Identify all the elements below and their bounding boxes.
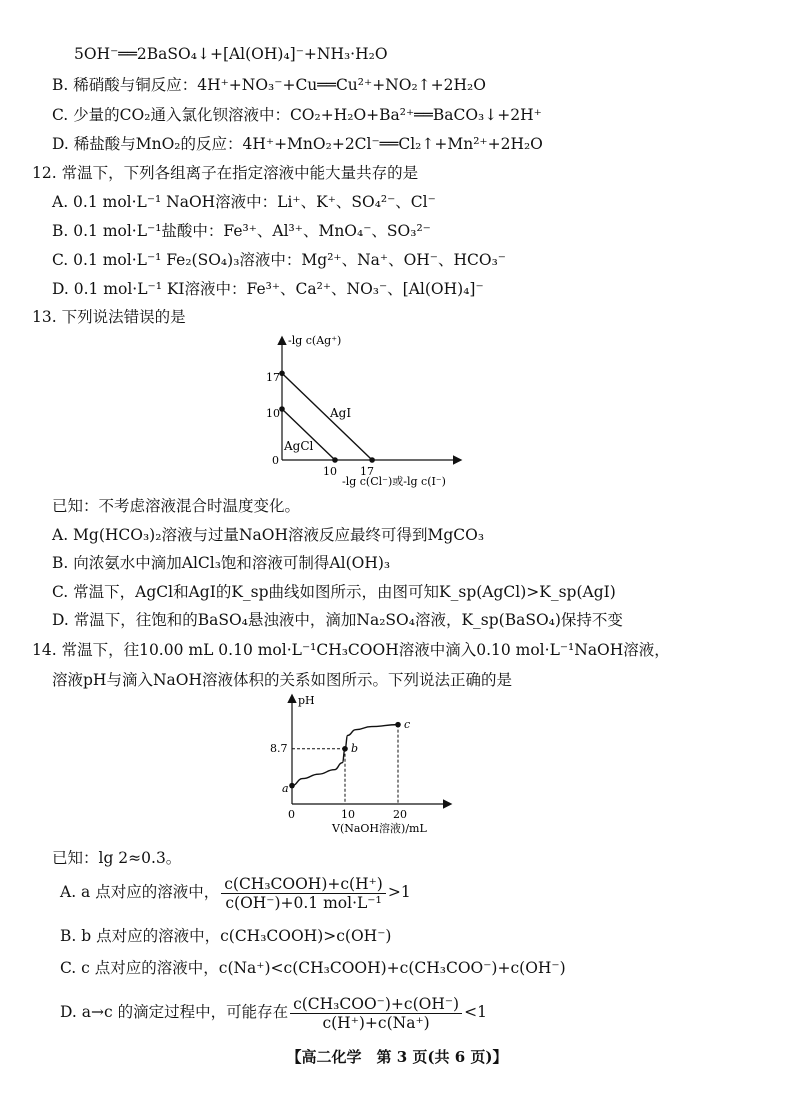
ph-x-label: V(NaOH溶液)/mL xyxy=(332,822,427,835)
page-footer: 【高二化学 第 3 页(共 6 页)】 xyxy=(286,1048,508,1066)
ksp-x-tick-0: 0 xyxy=(272,454,279,467)
q14-d-prefix: D. a→c 的滴定过程中，可能存在 xyxy=(60,1003,289,1021)
q14-a-denominator: c(OH⁻)+0.1 mol·L⁻¹ xyxy=(225,893,382,912)
q12-option-b: B. 0.1 mol·L⁻¹盐酸中：Fe³⁺、Al³⁺、MnO₄⁻、SO₃²⁻ xyxy=(52,222,431,240)
q14-a-fraction xyxy=(221,875,386,912)
ksp-x-tick-17: 17 xyxy=(360,465,374,478)
ph-x-tick-0: 0 xyxy=(288,808,295,821)
ph-point-label-c: c xyxy=(404,718,411,731)
q14-d-numerator: c(CH₃COO⁻)+c(OH⁻) xyxy=(290,995,462,1014)
q14-stem-line1: 14. 常温下，往10.00 mL 0.10 mol·L⁻¹CH₃COOH溶液中滴入0.10 mol·L⁻¹NaOH溶液， xyxy=(32,641,670,659)
ksp-series-label-agcl: AgCl xyxy=(284,439,314,453)
ksp-point-agcl-1 xyxy=(332,457,338,463)
q14-a-suffix: >1 xyxy=(387,883,411,901)
q11-option-d: D. 稀盐酸与MnO₂的反应：4H⁺+MnO₂+2Cl⁻══Cl₂↑+Mn²⁺+2H₂O xyxy=(52,135,543,153)
ksp-x-tick-10: 10 xyxy=(323,465,337,478)
ph-y-tick-8-7: 8.7 xyxy=(270,742,288,755)
ph-point-c xyxy=(395,722,401,728)
q14-d-fraction xyxy=(290,995,462,1032)
q14-a-prefix: A. a 点对应的溶液中， xyxy=(60,883,220,901)
q14-known: 已知：lg 2≈0.3。 xyxy=(52,849,182,867)
q14-option-c: C. c 点对应的溶液中，c(Na⁺)<c(CH₃COOH)+c(CH₃COO⁻)+c(OH⁻) xyxy=(60,959,566,977)
ph-point-label-b: b xyxy=(351,742,359,755)
q11-option-b: B. 稀硝酸与铜反应：4H⁺+NO₃⁻+Cu══Cu²⁺+NO₂↑+2H₂O xyxy=(52,76,486,94)
q13-option-d: D. 常温下，往饱和的BaSO₄悬浊液中，滴加Na₂SO₄溶液，K_sp(BaSO₄)保持不变 xyxy=(52,611,623,629)
q14-option-a xyxy=(60,872,411,912)
ksp-chart xyxy=(250,330,480,490)
q12-option-d: D. 0.1 mol·L⁻¹ KI溶液中：Fe³⁺、Ca²⁺、NO₃⁻、[Al(OH)₄]⁻ xyxy=(52,280,484,298)
ph-x-tick-20: 20 xyxy=(393,808,407,821)
q14-d-suffix: <1 xyxy=(464,1003,487,1021)
q14-a-numerator: c(CH₃COOH)+c(H⁺) xyxy=(221,875,386,894)
q14-d-denominator: c(H⁺)+c(Na⁺) xyxy=(322,1013,430,1032)
q14-option-d xyxy=(60,992,487,1032)
q13-known: 已知：不考虑溶液混合时温度变化。 xyxy=(52,497,301,515)
ksp-series-label-agi: AgI xyxy=(330,406,352,420)
ph-x-tick-10: 10 xyxy=(341,808,355,821)
ksp-y-tick-17: 17 xyxy=(266,371,280,384)
q11-line-a: 5OH⁻══2BaSO₄↓+[Al(OH)₄]⁻+NH₃·H₂O xyxy=(74,45,388,63)
ksp-point-agcl-0 xyxy=(279,406,285,412)
ph-point-label-a: a xyxy=(282,782,289,795)
q14-stem-line2: 溶液pH与滴入NaOH溶液体积的关系如图所示。下列说法正确的是 xyxy=(52,671,512,689)
q12-option-a: A. 0.1 mol·L⁻¹ NaOH溶液中：Li⁺、K⁺、SO₄²⁻、Cl⁻ xyxy=(52,193,436,211)
ksp-y-tick-10: 10 xyxy=(266,407,280,420)
ph-point-a xyxy=(289,783,295,789)
q13-option-b: B. 向浓氨水中滴加AlCl₃饱和溶液可制得Al(OH)₃ xyxy=(52,554,391,572)
ksp-x-label: -lg c(Cl⁻)或-lg c(I⁻) xyxy=(342,475,446,488)
ph-chart xyxy=(270,690,470,835)
q14-option-b: B. b 点对应的溶液中，c(CH₃COOH)>c(OH⁻) xyxy=(60,927,392,945)
q13-option-c: C. 常温下，AgCl和AgI的K_sp曲线如图所示，由图可知K_sp(AgCl)>K_sp(AgI) xyxy=(52,583,616,601)
ksp-point-agi-1 xyxy=(369,457,375,463)
q12-stem: 12. 常温下，下列各组离子在指定溶液中能大量共存的是 xyxy=(32,164,419,182)
q13-option-a: A. Mg(HCO₃)₂溶液与过量NaOH溶液反应最终可得到MgCO₃ xyxy=(52,526,485,544)
ksp-point-agi-0 xyxy=(279,371,285,377)
q12-option-c: C. 0.1 mol·L⁻¹ Fe₂(SO₄)₃溶液中：Mg²⁺、Na⁺、OH⁻、HCO₃⁻ xyxy=(52,251,506,269)
ksp-y-label: -lg c(Ag⁺) xyxy=(288,334,342,347)
q11-option-c: C. 少量的CO₂通入氯化钡溶液中：CO₂+H₂O+Ba²⁺══BaCO₃↓+2H⁺ xyxy=(52,106,542,124)
ph-y-label: pH xyxy=(298,694,315,707)
q13-stem: 13. 下列说法错误的是 xyxy=(32,308,186,326)
ph-point-b xyxy=(342,746,348,752)
